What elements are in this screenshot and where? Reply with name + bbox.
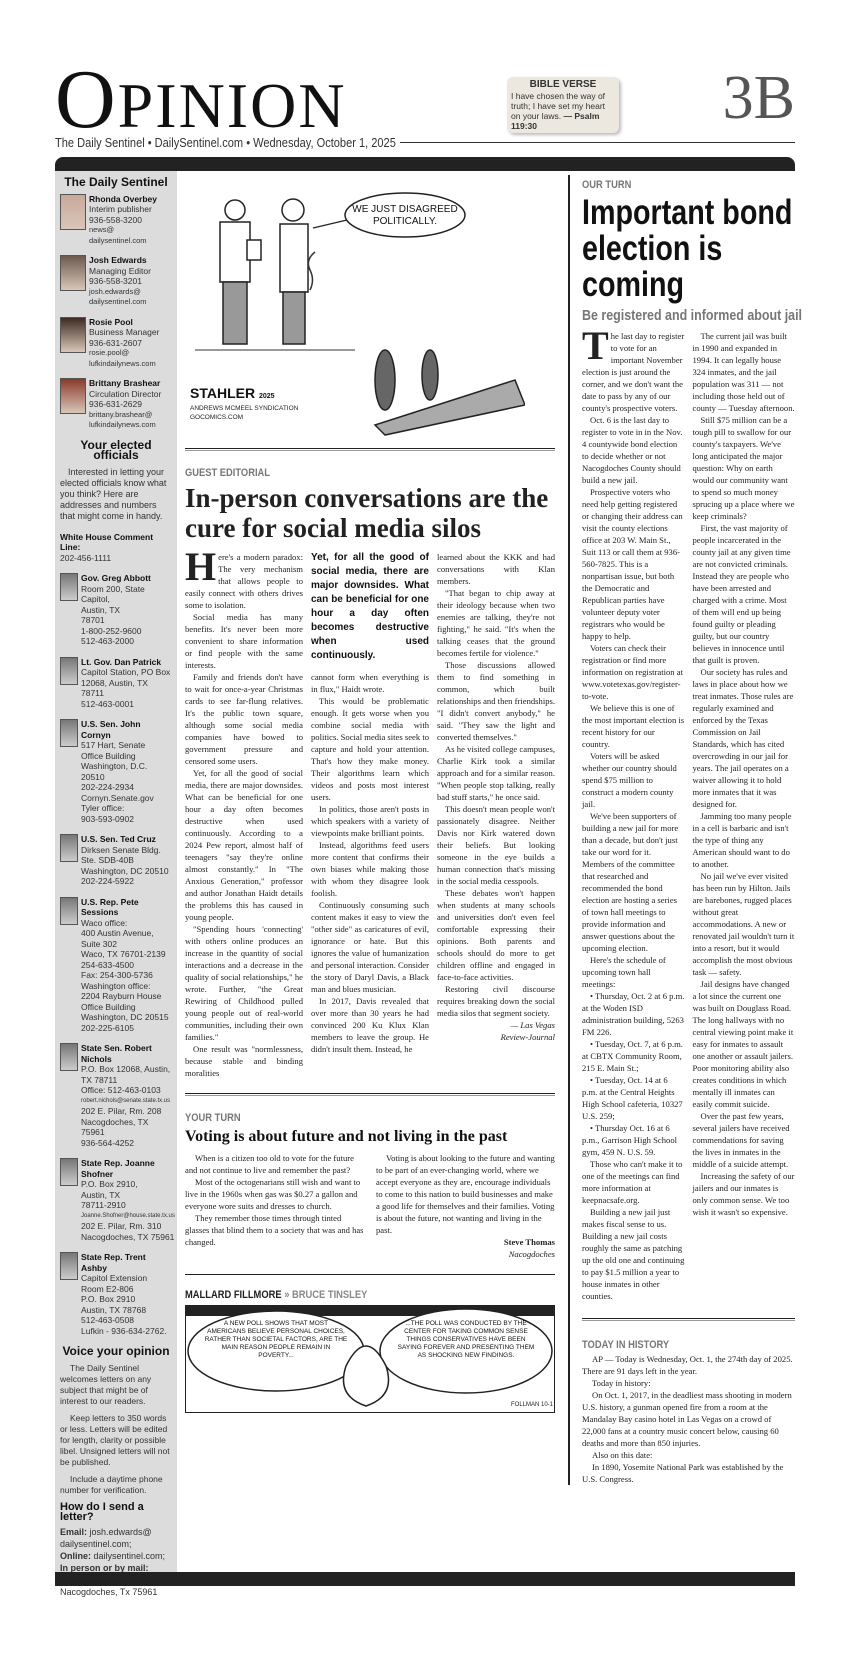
speech-bubble	[345, 193, 465, 237]
paragraph: We've been supporters of building a new jail for more than a decade, but don't just take our word for it. Members of the committee that researched and recommended the bond election are hosting a series of town hall meetings to provide information and answer questions about the upcoming election.	[582, 811, 679, 953]
letter-city: Nacogdoches	[508, 1249, 555, 1259]
sidebar-title: The Daily Sentinel	[64, 175, 168, 189]
staff-role: Circulation Director	[89, 388, 162, 399]
bible-verse-box	[507, 77, 619, 133]
fallen-legs	[375, 350, 525, 435]
paragraph: We believe this is one of the most important election is recent history for our country.	[582, 703, 685, 749]
official-entry	[60, 1252, 172, 1336]
official-name: U.S. Sen. John Cornyn	[81, 719, 141, 740]
paragraph: One result was "normlessness, because stable and binding moralities	[185, 1044, 303, 1078]
official-line: 202 E. Pilar, Rm. 208	[81, 1106, 162, 1116]
official-name: State Sen. Robert Nichols	[81, 1043, 152, 1064]
official-line: TX 78711	[81, 1074, 118, 1085]
official-name: U.S. Sen. Ted Cruz	[81, 834, 156, 844]
officials-title: Your elected officials	[80, 437, 152, 462]
woman-figure	[280, 199, 315, 344]
paragraph: Instead, algorithms feed users more content that confirms their own biases while making those with whom they disagree look foolish.	[311, 840, 429, 898]
official-line: 78701	[81, 615, 105, 625]
official-photo	[60, 1158, 78, 1186]
official-line: 254-633-4500	[81, 959, 134, 970]
cartoon-drawing	[185, 180, 525, 440]
paragraph: First, the vast majority of people incarcerated in the county jail at any given time are not convicted criminals. Instead they are people who have been arrested and charged with a crime. Most of them will end up being found guilty or pleading guilty, but our country believes in innocence until that guilt is proven.	[692, 523, 791, 665]
staff-role: Business Manager	[89, 327, 160, 337]
official-line: Cornyn.Senate.gov	[81, 792, 154, 803]
paragraph: Prospective voters who need help getting registered or changing their address can visit the county elections office at 203 W. Main St., Suit 113 or call them at 936-560-7825. This is a nonpartisan issue, but both the Democratic and Republican parties have volunteer deputy voter registrars who would be happy to help.	[582, 487, 683, 641]
official-photo	[60, 897, 78, 925]
paragraph: Restoring civil discourse requires breaking down the social media silos that segment society.	[437, 984, 555, 1018]
official-line: 202-224-2934	[81, 782, 134, 792]
editorial-col-1	[185, 544, 303, 1079]
section-divider	[185, 448, 555, 451]
official-line: Washington, DC 20515	[81, 1012, 169, 1022]
comic-bubble-left: A NEW POLL SHOWS THAT MOST AMERICANS BELIEVE PERSONAL CHOICES, RATHER THAN SOCIETAL FACTORS, ARE THE MAIN REASON PEOPLE REMAIN IN POVERTY...	[204, 1320, 348, 1359]
official-line: Austin, TX	[81, 604, 121, 615]
official-line: Capitol Station, PO Box	[81, 667, 171, 677]
paragraph: ere's a modern paradox: The very mechanism that allows people to easily connect with others drives some to isolation.	[185, 552, 303, 610]
voice-paragraph: Keep letters to 350 words or less. Letters will be edited for length, clarity or possible libel. Unsigned letters will not be published.	[60, 1412, 170, 1467]
paragraph: Today in history:	[592, 1378, 651, 1388]
official-name: Gov. Greg Abbott	[81, 573, 151, 583]
official-line: robert.nichols@senate.state.tx.us	[81, 1097, 171, 1104]
paragraph: Building a new jail just makes fiscal sense to us. Building a new jail costs roughly the same as patching up the old one and continuing to pay $1.5 million a year to house inmates in other counties.	[582, 1207, 685, 1301]
official-line: P.O. Box 12068, Austin,	[81, 1064, 171, 1074]
official-line: Washington, D.C. 20510	[81, 761, 148, 782]
staff-entry	[60, 317, 172, 370]
bottom-bar	[55, 1572, 795, 1586]
staff-name: Rhonda Overbey	[89, 193, 158, 204]
official-line: Room 200, State Capitol,	[81, 583, 145, 604]
section-divider	[582, 1318, 795, 1321]
official-entry	[60, 573, 172, 647]
comic-bubble-right: ...THE POLL WAS CONDUCTED BY THE CENTER FOR TAKING COMMON SENSE THINGS CONSERVATIVES HAVE BEEN SAYING FOREVER AND PRESENTING THEM AS SHOCKING NEW FINDINGS.	[397, 1320, 535, 1359]
paragraph: Voters will be asked whether our country should spend $75 million to construct a modern county jail.	[582, 751, 677, 809]
official-entry	[60, 657, 172, 710]
paragraph: Most of the octogenarians still wish and want to live in the 1960s when gas was $0.27 a gallon and everyone wore suits and dresses to church.	[185, 1177, 361, 1211]
official-line: Washington, DC 20510	[81, 865, 169, 876]
voice-paragraph: Include a daytime phone number for verification.	[60, 1473, 163, 1495]
paragraph: Still $75 million can be a tough pill to swallow for our county's taxpayers. We've long anticipated the major question: Why on earth would our community want to spend so much money sprucing up a place where we keep criminals?	[692, 415, 795, 521]
editorial-col-3	[437, 551, 555, 1079]
paragraph: Increasing the safety of our jailers and our inmates is only common sense. We too wish it wasn't so expensive.	[692, 1171, 795, 1217]
officials-list	[60, 573, 175, 1336]
cartoon-site: GOCOMICS.COM	[190, 414, 244, 421]
paragraph: Yet, for all the good of social media, there are major downsides. What can be beneficial for one hour a day often becomes destructive when used continuously. According to a 2024 Pew report, almost half of teenagers "say they're online almost constantly." In "The Anxious Generation," professor and author Jonathan Haidt details the problems this has caused in young people.	[185, 768, 303, 922]
official-line: 12068, Austin, TX 78711	[81, 677, 148, 698]
official-line: 512-463-0508	[81, 1315, 134, 1325]
official-line: Austin, TX	[81, 1189, 121, 1200]
official-entry	[60, 1043, 172, 1148]
mail-line2: Nacogdoches, Tx 75961	[60, 1586, 158, 1597]
paragraph: Oct. 6 is the last day to register to vote in in the Nov. 4 countywide bond election to decide whether or not Nacogdoches County should build a new jail.	[582, 415, 683, 485]
comic-heading	[185, 1289, 367, 1301]
staff-entry	[60, 378, 172, 431]
official-line: 2204 Rayburn House	[81, 991, 162, 1001]
comic-signature: FOLLMAN 10-1	[511, 1402, 554, 1408]
history-body	[582, 1353, 795, 1485]
paragraph: They remember those times through tinted glasses that blind them to a society that was and has changed.	[185, 1213, 364, 1247]
guest-editorial-kicker: GUEST EDITORIAL	[185, 467, 271, 479]
staff-phone: 936-558-3201	[89, 276, 142, 286]
staff-email[interactable]: rosie.pool@ lufkindailynews.com	[89, 348, 156, 368]
letter-col-1	[185, 1152, 364, 1260]
white-house-label: White House Comment Line:	[60, 531, 154, 552]
cartoon-speech-line2: POLITICALLY.	[372, 216, 438, 227]
staff-phone: 936-558-3200	[89, 214, 142, 225]
letter-headline: Voting is about future and not living in the past	[185, 1128, 508, 1145]
our-turn-col-1	[582, 323, 685, 1302]
official-entry	[60, 719, 172, 824]
paragraph: learned about the KKK and had conversations with Klan members.	[437, 552, 555, 586]
paragraph: In 2017, Davis revealed that over more than 30 years he had convinced 200 Ku Klux Klan members to leave the group. He didn't insult them. Instead, he	[311, 996, 429, 1054]
official-photo	[60, 719, 78, 747]
bible-verse-text: I have chosen the way of truth; I have set my heart on your laws.	[511, 91, 606, 121]
official-line: 903-593-0902	[81, 813, 134, 824]
paragraph: AP — Today is Wednesday, Oct. 1, the 274th day of 2025. There are 91 days left in the year.	[582, 1354, 793, 1376]
official-line: 400 Austin Avenue,	[81, 928, 154, 938]
history-kicker: TODAY IN HISTORY	[582, 1339, 670, 1351]
official-line: Waco, TX 76701-2139	[81, 949, 166, 959]
page-number: 3B	[722, 64, 795, 132]
official-line: Fax: 254-300-5736	[81, 970, 153, 980]
official-line: Office Building	[81, 1001, 136, 1012]
staff-entry	[60, 194, 172, 247]
comic-drawing	[186, 1306, 554, 1412]
paragraph: No jail we've ever visited has been run by Hilton. Jails are barebones, rugged places without great accommodations. A new or renovated jail wouldn't turn it into a resort, but it would accomplish the most obvious task — safety.	[692, 871, 795, 977]
man-figure	[220, 200, 261, 344]
our-turn-headline: Important bond election is coming	[582, 193, 793, 304]
paragraph: • Tuesday, Oct. 7, at 6 p.m. at CBTX Community Room, 215 E. Main St.;	[582, 1039, 683, 1073]
email-value[interactable]: josh.edwards@ dailysentinel.com;	[60, 1526, 152, 1549]
masthead	[55, 55, 795, 155]
official-line: 936-564-4252	[81, 1137, 134, 1148]
bible-verse-heading: BIBLE VERSE	[529, 79, 597, 90]
staff-email[interactable]: josh.edwards@ dailysentinel.com	[89, 286, 147, 306]
paragraph: Here's the schedule of upcoming town hall meetings:	[582, 955, 666, 989]
official-photo	[60, 834, 78, 862]
staff-email[interactable]: news@ dailysentinel.com	[89, 225, 147, 245]
official-line: 202-224-5922	[81, 876, 134, 886]
drop-cap: H	[185, 544, 217, 589]
official-line: 512-463-2000	[81, 636, 134, 646]
official-entry	[60, 897, 172, 1034]
staff-email[interactable]: brittany.brashear@ lufkindailynews.com	[89, 409, 156, 429]
paragraph: The last day to register to vote for an important November election is just around the corner, and we don't want the date to pass by any of our county's prospective voters.	[582, 323, 685, 413]
paragraph: Jail designs have changed a lot since the current one was built on Douglass Road. The long hallways with no central viewing point make it easy for inmates to assault one another or assault jailers. Poor monitoring ability also creates conditions in which mentally ill inmates can easily commit suicide.	[692, 979, 794, 1109]
staff-photo	[60, 317, 86, 353]
letter-signature	[376, 1236, 555, 1260]
official-line: Office: 512-463-0103	[81, 1085, 161, 1095]
paragraph: Over the past few years, several jailers have received commendations for saving the lives in inmates in the middle of a suicide attempt.	[692, 1111, 790, 1169]
paragraph: As he visited college campuses, Charlie Kirk took a similar approach and for a similar reason. "When people stop talking, really bad stuff starts," he once said.	[437, 744, 555, 802]
official-line: Joanne.Shofner@house.state.tx.us	[81, 1212, 175, 1219]
white-house-phone: 202-456-1111	[60, 552, 112, 563]
paragraph: Social media has many benefits. It's never been more convenient to share information or find people with the same interests.	[185, 612, 303, 670]
today-in-history	[582, 1335, 795, 1485]
mail-label: In person or by mail:	[60, 1562, 149, 1573]
bible-verse-reference: — Psalm 119:30	[511, 111, 600, 131]
staff-entry	[60, 255, 172, 308]
paragraph: Voters can check their registration or find more information on registration at www.votetexas.gov/register-to-vote.	[582, 643, 683, 701]
comic-title: MALLARD FILLMORE	[185, 1289, 282, 1301]
our-turn-body	[582, 323, 795, 1302]
staff-phone: 936-631-2607	[89, 337, 142, 348]
official-line: 512-463-0001	[81, 698, 134, 709]
section-title: OPINION	[55, 53, 347, 146]
section-divider	[185, 1093, 555, 1096]
dateline: The Daily Sentinel • DailySentinel.com • Wednesday, October 1, 2025	[55, 135, 396, 150]
official-name: State Rep. Trent Ashby	[81, 1252, 146, 1273]
staff-role: Managing Editor	[89, 265, 151, 276]
cartoon-speech-line1: WE JUST DISAGREED	[352, 204, 458, 215]
official-photo	[60, 573, 78, 601]
officials-intro: Interested in letting your elected officials know what you think? Here are addresses and numbers that might come in handy.	[60, 466, 167, 521]
dateline-rule	[400, 142, 795, 143]
editorial-col-2	[311, 551, 429, 1079]
letter-col-2	[376, 1152, 555, 1260]
voice-title: Voice your opinion	[62, 1344, 170, 1358]
staff-role: Interim publisher	[89, 204, 152, 214]
paragraph: These debates won't happen when students at many schools and universities don't even feel comfortable expressing their opinions. Both parents and schools should do more to get children offline and engaged in face-to-face activities.	[437, 888, 555, 982]
official-line: 1-800-252-9600	[81, 625, 142, 636]
official-line: Washington office:	[81, 980, 151, 991]
staff-photo	[60, 194, 86, 230]
official-name: Lt. Gov. Dan Patrick	[81, 656, 162, 667]
cartoon-syndicate: ANDREWS MCMEEL SYNDICATION	[190, 405, 299, 412]
official-line: Nacogdoches, TX 75961	[81, 1231, 175, 1242]
guest-editorial-body	[185, 544, 555, 1079]
official-entry	[60, 834, 172, 887]
official-line: Lufkin - 936-634-2762.	[81, 1325, 167, 1336]
official-line: Room E2-806	[81, 1283, 134, 1294]
staff-photo	[60, 255, 86, 291]
staff-list	[60, 194, 172, 431]
official-name: U.S. Rep. Pete Sessions	[81, 896, 139, 917]
official-line: Ste. SDB-40B	[81, 855, 134, 865]
cartoon-signature: STAHLER 2025	[190, 385, 275, 401]
letter-body	[185, 1152, 555, 1260]
staff-photo	[60, 378, 86, 414]
official-line: Austin, TX 78768	[81, 1304, 147, 1315]
official-photo	[60, 1252, 78, 1280]
official-line: Suite 302	[81, 938, 117, 949]
official-line: Capitol Extension	[81, 1273, 148, 1283]
paragraph: This would be problematic enough. It gets worse when you combine social media with politics. Social media sites seek to capture and hold your attention. That's how they make money. Their algorithms learn which videos and posts most interest users.	[311, 696, 429, 802]
paragraph: Continuously consuming such content makes it easy to view the "other side" as caricatures of evil, ignorance or hate. But this ignores the value of humanization and personal interaction. Consider the story of Daryl Davis, a Black man and blues musician.	[311, 900, 429, 994]
staff-name: Brittany Brashear	[89, 378, 161, 388]
official-line: 202-225-6105	[81, 1022, 134, 1033]
top-bar	[55, 157, 795, 171]
paragraph: cannot form when everything is in flux," Haidt wrote.	[311, 672, 429, 694]
center-column	[185, 180, 555, 1413]
online-label: Online:	[60, 1550, 91, 1561]
paragraph: This doesn't mean people won't passionately disagree. Neither Davis nor Kirk watered down their beliefs. But looking someone in the eye builds a human connection that's missing in the social media cesspools.	[437, 804, 555, 886]
official-line: Dirksen Senate Bldg.	[81, 844, 161, 855]
sidebar	[55, 171, 177, 1597]
official-line: P.O. Box 2910,	[81, 1179, 138, 1189]
our-turn-dek: Be registered and informed about jail	[582, 307, 803, 324]
paragraph: Family and friends don't have to wait for once-a-year Christmas cards to see far-flung relatives. It's the public town square, although some social media companies have bowed to government pressure and censored some users.	[185, 672, 303, 766]
official-line: P.O. Box 2910	[81, 1294, 136, 1304]
online-value[interactable]: dailysentinel.com;	[93, 1550, 166, 1561]
staff-name: Josh Edwards	[89, 255, 147, 265]
official-line: Nacogdoches, TX 75961	[81, 1116, 149, 1137]
paragraph: When is a citizen too old to vote for the future and not continue to live and remember the past?	[185, 1153, 354, 1175]
paragraph: • Thursday Oct. 16 at 6 p.m., Garrison High School gym, 459 N. U.S. 59.	[582, 1123, 678, 1157]
paragraph: Those discussions allowed them to find something in common, which built relationships and then friendships. "I didn't convert anybody," he said. "They saw the light and converted themselves."	[437, 660, 555, 742]
our-turn-col-2	[693, 330, 796, 1302]
staff-name: Rosie Pool	[89, 316, 133, 327]
official-line: 202 E. Pilar, Rm. 310	[81, 1221, 162, 1231]
official-line: Tyler office:	[81, 803, 125, 813]
comic-strip	[185, 1305, 555, 1413]
paragraph: The current jail was built in 1990 and expanded in 1994. It can legally house 324 inmates, and the jail population was 311 — not including those held out of county — Tuesday afternoon.	[692, 331, 795, 413]
comic-artist: BRUCE TINSLEY	[292, 1289, 368, 1301]
right-column	[568, 175, 803, 1485]
official-line: 517 Hart, Senate	[81, 740, 146, 750]
paragraph: Also on this date:	[592, 1450, 653, 1460]
pull-quote: Yet, for all the good of social media, there are major downsides. What can be beneficial for one hour a day often becomes destructive when used continuously.	[311, 552, 429, 661]
official-line: Office Building	[81, 750, 136, 761]
editorial-cartoon	[185, 180, 525, 440]
official-photo	[60, 657, 78, 685]
official-name: State Rep. Joanne Shofner	[81, 1158, 155, 1179]
paragraph: Those who can't make it to one of the meetings can find more information at keepnacsafe.org.	[582, 1159, 683, 1205]
paragraph: • Tuesday, Oct. 14 at 6 p.m. at the Central Heights High School cafeteria, 10327 U.S. 259;	[582, 1075, 683, 1121]
editorial-credit-line2: Review-Journal	[500, 1032, 555, 1042]
letter-author: Steve Thomas	[503, 1237, 555, 1247]
editorial-credit-line1: — Las Vegas	[510, 1020, 555, 1030]
official-entry	[60, 1158, 175, 1242]
white-house-line	[60, 532, 172, 564]
paragraph: "That began to chip away at their ideology because when two enemies are talking, they're not fighting," he said. "It's when the talking ceases that the ground becomes fertile for violence."	[437, 588, 555, 658]
official-line: Waco office:	[81, 917, 128, 928]
paragraph: On Oct. 1, 2017, in the deadliest mass shooting in modern U.S. history, a gunman opened fire from a room at the Mandalay Bay casino hotel in Las Vegas on a crowd of 22,000 fans at a country music concert below, causing 60 deaths and more than 850 injuries.	[582, 1390, 792, 1448]
voice-paragraph: The Daily Sentinel welcomes letters on any subject that might be of interest to our readers.	[60, 1362, 152, 1406]
drop-cap: T	[582, 323, 609, 368]
section-divider	[185, 1274, 555, 1275]
paragraph: In 1890, Yosemite National Park was established by the U.S. Congress.	[582, 1462, 784, 1484]
email-label: Email:	[60, 1526, 88, 1537]
paragraph: Jamming too many people in a cell is barbaric and isn't the type of thing any American should want to do to another.	[692, 811, 792, 869]
send-letter-title: How do I send a letter?	[60, 1500, 144, 1523]
comic-separator: »	[284, 1289, 290, 1301]
paragraph: Voting is about looking to the future and wanting to be part of an ever-changing world, where we accept everyone as they are, encourage individuals to come to this nation to build businesses and make a good life for themselves and their families. Voting is about the future, not wanting and living in the past.	[376, 1153, 555, 1235]
our-turn-kicker: OUR TURN	[582, 179, 632, 191]
paragraph: Our society has rules and laws in place about how we treat inmates. Those rules are regularly examined and enforced by the Texas Commission on Jail Standards, which has cited overcrowding in our jail for years. The jail operates on a waiver allowing it to hold more inmates that it was designed for.	[692, 667, 794, 809]
letter-kicker: YOUR TURN	[185, 1112, 241, 1124]
paragraph: In politics, those aren't posts in which speakers with a variety of viewpoints make brilliant points.	[311, 804, 429, 838]
paragraph: • Thursday, Oct. 2 at 6 p.m. at the Woden ISD administration building, 5263 FM 226.	[582, 991, 685, 1037]
staff-phone: 936-631-2629	[89, 399, 142, 409]
official-line: 78711-2910	[81, 1200, 126, 1210]
send-letter-contacts	[60, 1526, 172, 1598]
guest-editorial-headline: In-person conversations are the cure for social media silos	[185, 483, 549, 543]
official-photo	[60, 1043, 78, 1071]
paragraph: "Spending hours 'connecting' with others online produces an increase in the quantity of social interactions and a decrease in the quality of social relationships," he wrote. Further, "the Great Rewiring of Childhood pulled young people out of real-world communities, including their own families."	[185, 924, 303, 1042]
